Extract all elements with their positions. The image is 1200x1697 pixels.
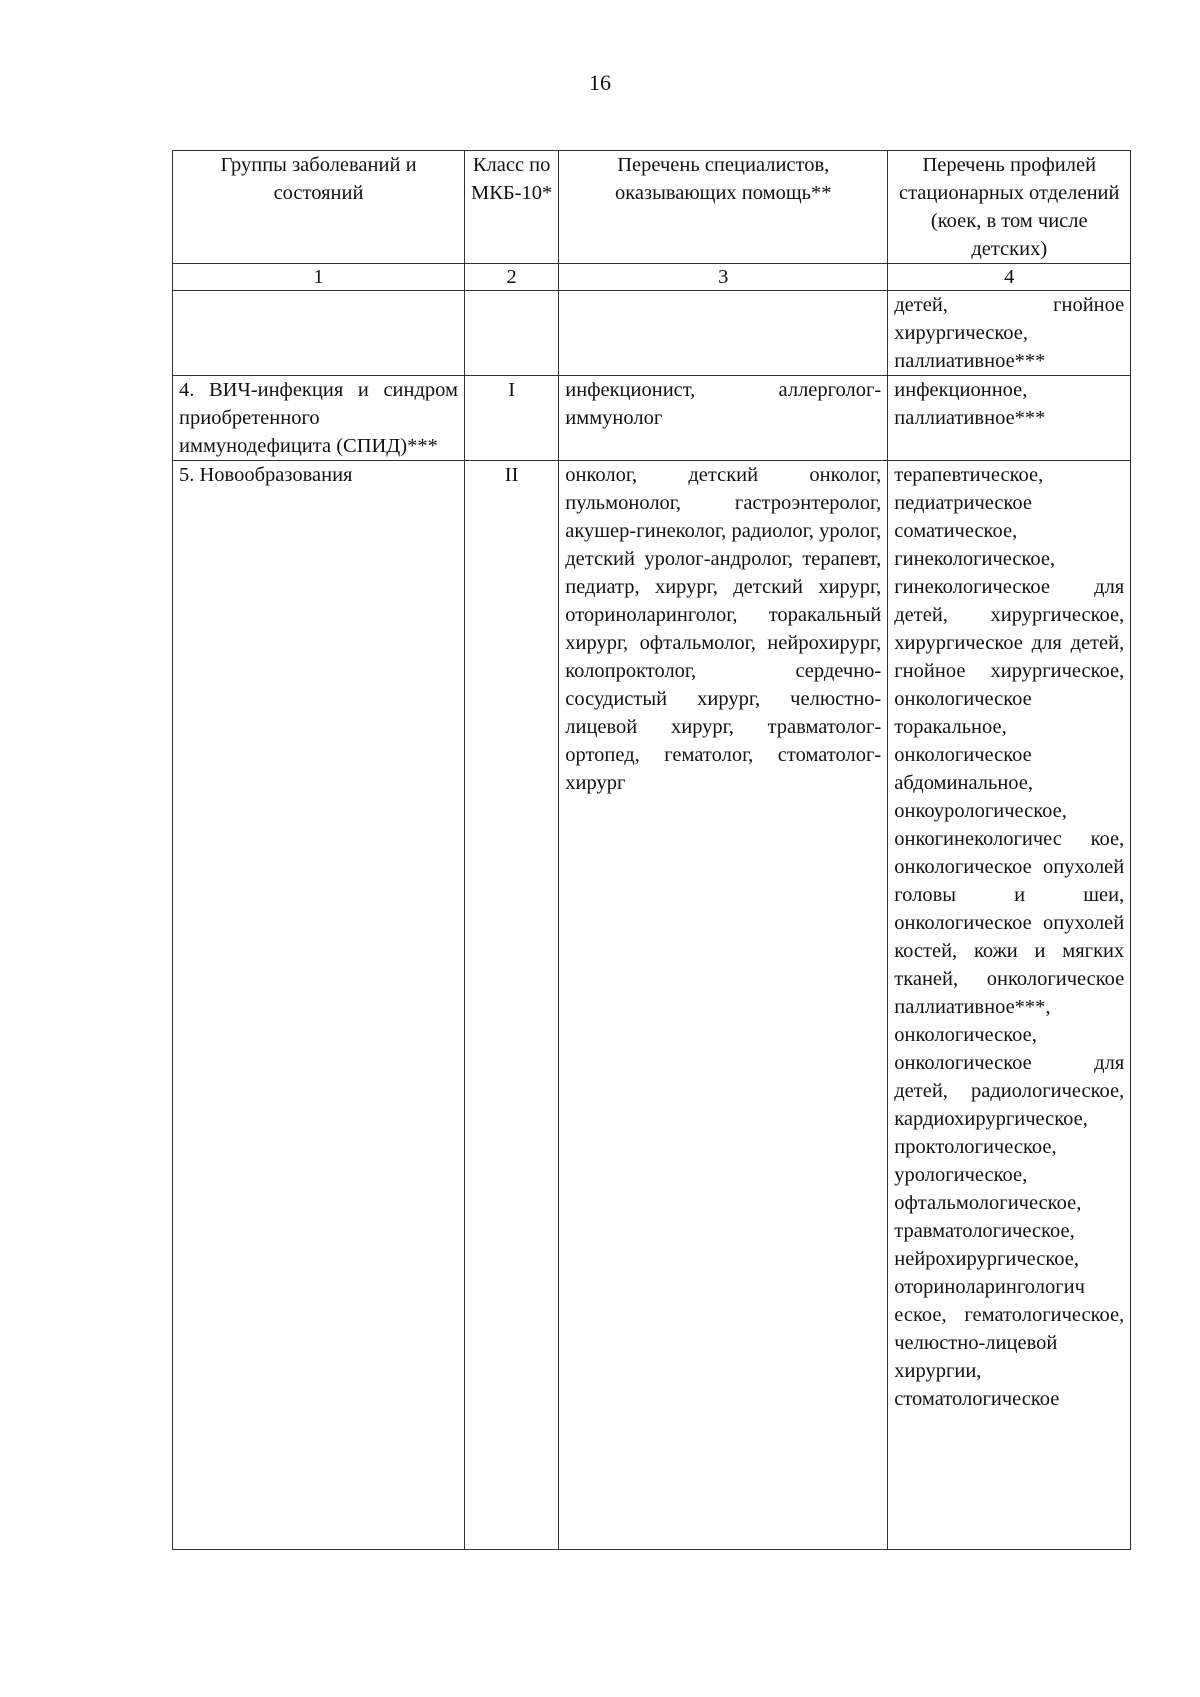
cell-group xyxy=(173,291,465,376)
cell-profiles: инфекционное, паллиативное*** xyxy=(888,376,1131,461)
cell-icd-class: II xyxy=(465,461,559,1550)
table-row xyxy=(173,461,1131,1550)
cell-profiles: терапевтическое, педиатрическое соматическое, гинекологическое, гинекологическое для детей, хирургическое, хирургическое для детей, гнойное хирургическое, онкологическое торакальное, онкологическое абдоминальное, онкоурологическое, онкогинекологичес кое, онкологическое опухолей головы и шеи, онкологическое опухолей костей, кожи и мягких тканей, онкологическое паллиативное***, онкологическое, онкологическое для детей, радиологическое, кардиохирургическое, проктологическое, урологическое, офтальмологическое, травматологическое, нейрохирургическое, оториноларингологич еское, гематологическое, челюстно-лицевой хирургии, стоматологическое xyxy=(888,461,1131,1550)
diseases-table xyxy=(172,150,1131,1550)
cell-specialists xyxy=(559,291,888,376)
column-number: 2 xyxy=(465,264,559,291)
header-disease-groups: Группы заболеваний и состояний xyxy=(173,151,465,264)
table-header-row xyxy=(173,151,1131,264)
cell-group: 5. Новообразования xyxy=(173,461,465,1550)
column-number: 3 xyxy=(559,264,888,291)
table-row xyxy=(173,291,1131,376)
cell-specialists: онколог, детский онколог, пульмонолог, гастроэнтеролог, акушер-гинеколог, радиолог, уролог, детский уролог-андролог, терапевт, педиатр, хирург, детский хирург, оториноларинголог, торакальный хирург, офтальмолог, нейрохирург, колопроктолог, сердечно-сосудистый хирург, челюстно-лицевой хирург, травматолог-ортопед, гематолог, стоматолог-хирург xyxy=(559,461,888,1550)
cell-profiles: детей, гнойное хирургическое, паллиативное*** xyxy=(888,291,1131,376)
cell-specialists: инфекционист, аллерголог-иммунолог xyxy=(559,376,888,461)
header-icd-class: Класс по МКБ-10* xyxy=(465,151,559,264)
cell-icd-class xyxy=(465,291,559,376)
cell-icd-class: I xyxy=(465,376,559,461)
column-number: 1 xyxy=(173,264,465,291)
header-ward-profiles: Перечень профилей стационарных отделений (коек, в том числе детских) xyxy=(888,151,1131,264)
cell-group: 4. ВИЧ-инфекция и синдром приобретенного иммунодефицита (СПИД)*** xyxy=(173,376,465,461)
header-specialists: Перечень специалистов, оказывающих помощь** xyxy=(559,151,888,264)
table-row xyxy=(173,376,1131,461)
column-number-row xyxy=(173,264,1131,291)
column-number: 4 xyxy=(888,264,1131,291)
page-number: 16 xyxy=(589,70,611,95)
